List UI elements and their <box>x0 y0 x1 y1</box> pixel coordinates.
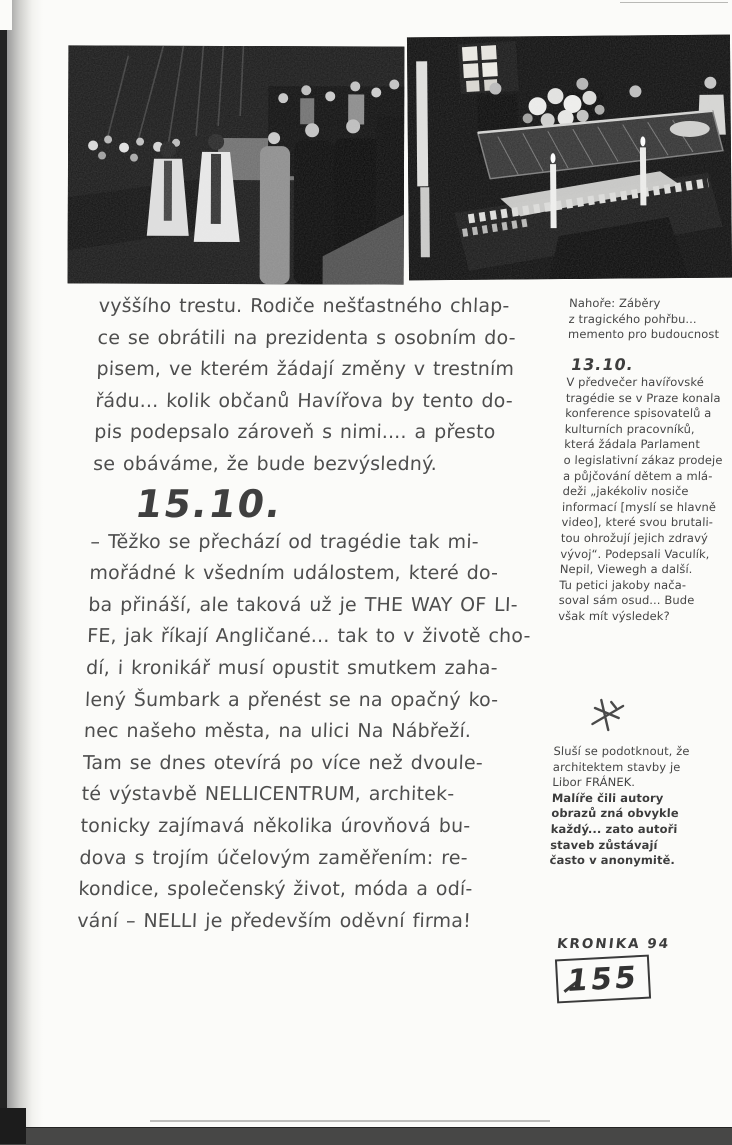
text-line: Libor FRÁNEK. <box>552 775 636 790</box>
text-line: každý... zato autoři <box>550 821 678 836</box>
indoor-coffin-photo <box>407 35 732 281</box>
text-line: video], které svou brutali- <box>561 515 714 530</box>
scan-bottom-corner <box>0 1108 26 1144</box>
text-line: vývoj“. Podepsali Vaculík, <box>560 546 710 561</box>
asterisk-mark-icon <box>588 696 629 734</box>
photo-caption-note <box>568 296 721 343</box>
binding-top-cover <box>0 0 12 30</box>
scan-artifact-line-top <box>620 2 728 3</box>
book-binding-edge <box>0 28 7 1144</box>
text-line: informací [myslí se hlavně <box>561 499 717 514</box>
text-line: mořádné k všedním událostem, které do- <box>89 562 499 585</box>
text-line: Sluší se podotknout, že <box>553 744 690 758</box>
text-line: ba přináší, ale taková už je THE WAY OF LI- <box>87 593 519 616</box>
text-line: se obáváme, že bude bezvýsledný. <box>92 452 438 475</box>
text-line: tragédie se v Praze konala <box>565 390 721 405</box>
date-heading-15-10: 15.10. <box>132 481 286 526</box>
text-line: ce se obrátili na prezidenta s osobním do- <box>97 326 517 349</box>
paragraph-president-letter <box>93 291 582 481</box>
date-heading-13-10: 13.10. <box>569 355 636 374</box>
text-line: která žádala Parlament <box>563 437 701 452</box>
text-line: řádu... kolik občanů Havířova by tento do- <box>95 389 514 412</box>
text-line: z tragického pohřbu... <box>568 311 698 326</box>
text-line: dí, i kronikář musí opustit smutkem zaha- <box>85 656 499 679</box>
text-line: dova s trojím účelovým zaměřením: re- <box>79 846 469 869</box>
text-line: lený Šumbark a přenést se na opačný ko- <box>84 688 499 711</box>
text-line: vyššího trestu. Rodiče nešťastného chlap- <box>98 295 510 317</box>
text-line: vání – NELLI je především oděvní firma! <box>76 909 472 932</box>
outdoor-funeral-scene <box>68 45 405 284</box>
text-line: konference spisovatelů a <box>565 406 712 421</box>
text-line: však mít výsledek? <box>557 608 671 623</box>
text-line: memento pro budoucnost <box>567 327 720 342</box>
text-line: Malíře čili autory <box>551 790 664 805</box>
text-line: staveb zůstávají <box>549 837 658 852</box>
text-line: o legislativní zákaz prodeje <box>563 452 723 467</box>
text-line: té výstavbě NELLICENTRUM, architek- <box>81 783 455 806</box>
outdoor-funeral-photo <box>68 45 405 284</box>
text-line: pisem, ve kterém žádají změny v trestním <box>96 358 515 381</box>
text-line: tonicky zajímavá několika úrovňová bu- <box>80 814 471 837</box>
text-line: pis podepsalo zároveň s nimi.... a přesto <box>93 421 496 444</box>
text-line: tou ohrožují jejich zdravý <box>560 530 709 545</box>
text-line: nec našeho města, na ulici Na Nábřeží. <box>83 720 472 743</box>
text-line: Tu petici jakoby nača- <box>559 577 687 592</box>
text-line: kulturních pracovníků, <box>564 421 696 436</box>
chronicle-stamp: KRONIKA 94 <box>556 936 671 952</box>
indoor-coffin-scene <box>407 35 732 281</box>
text-line: soval sám osud... Bude <box>558 593 695 608</box>
text-line: FE, jak říkají Angličané... tak to v životě cho- <box>86 625 531 648</box>
main-text-column <box>77 291 582 937</box>
scan-bottom-band <box>0 1127 732 1145</box>
petition-note <box>558 375 726 625</box>
text-line: architektem stavby je <box>552 759 681 774</box>
page-number-box <box>555 955 651 1004</box>
text-line: obrazů zná obvykle <box>551 806 679 821</box>
text-line: – Těžko se přechází od tragédie tak mi- <box>90 530 480 553</box>
text-line: Nahoře: Záběry <box>568 296 661 310</box>
paragraph-nellicentrum <box>77 527 573 938</box>
text-line: a půjčování dětem a mlá- <box>562 468 713 483</box>
scan-artifact-line-bottom <box>150 1120 550 1122</box>
architect-footnote <box>549 744 689 869</box>
margin-notes-column <box>545 296 732 1006</box>
text-line: V předvečer havířovské <box>566 375 705 389</box>
text-line: často v anonymitě. <box>549 853 676 868</box>
page-curvature-shadow <box>7 0 43 1144</box>
text-line: deži „jakékoliv nosiče <box>562 484 689 499</box>
text-line: Nepil, Viewegh a další. <box>559 562 693 577</box>
page-number: 155 <box>565 959 641 999</box>
text-line: Tam se dnes otevírá po více než dvoule- <box>82 751 484 774</box>
text-line: kondice, společenský život, móda a odí- <box>78 878 473 901</box>
